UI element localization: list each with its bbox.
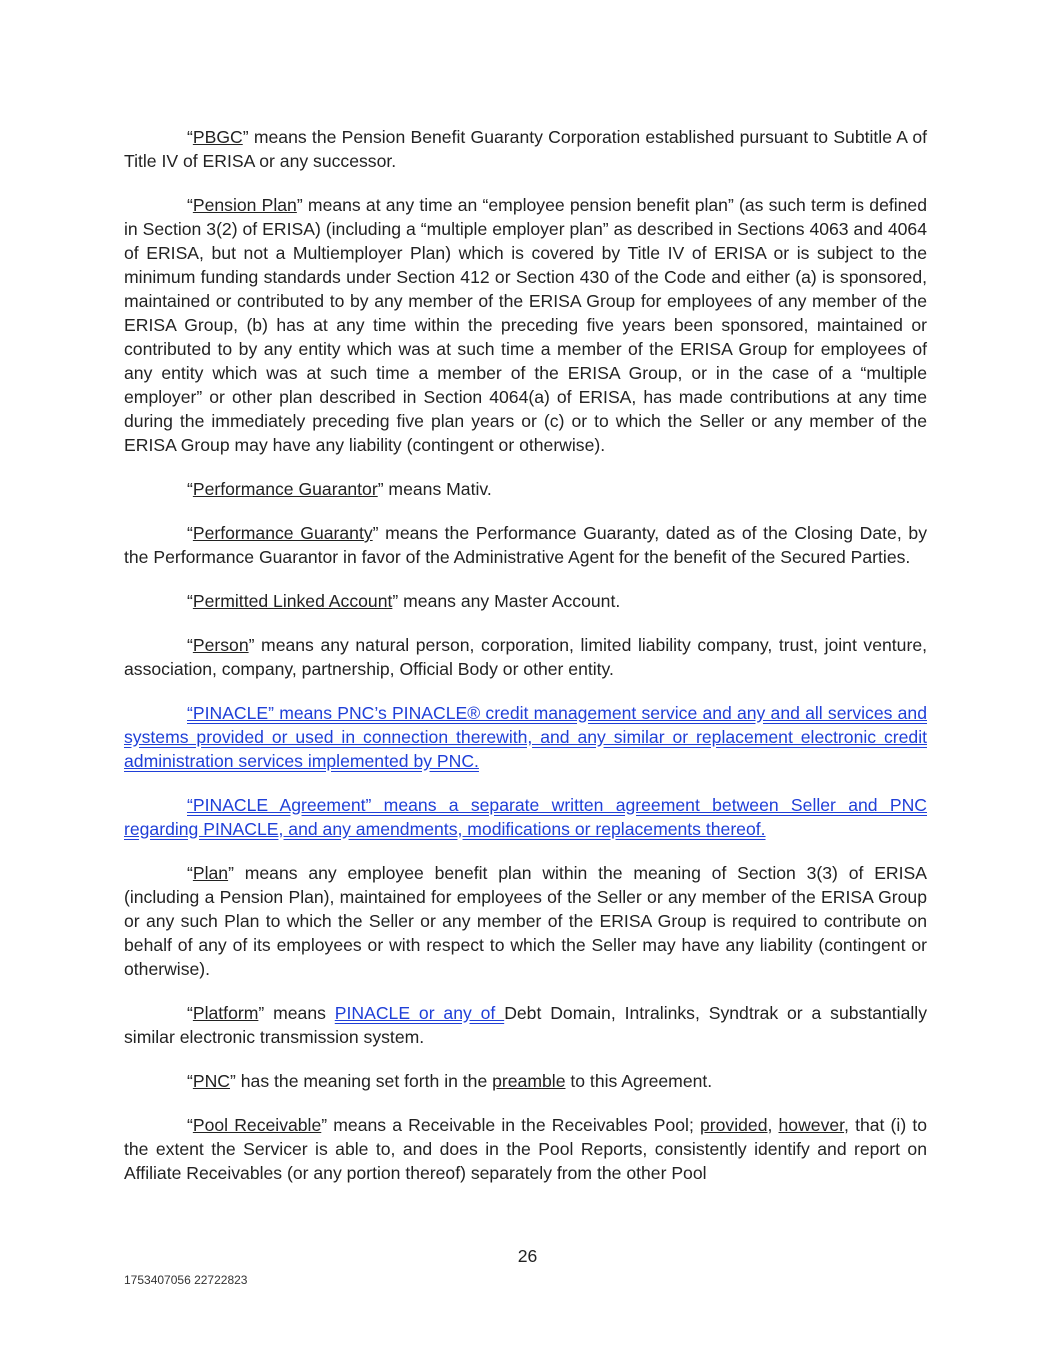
defined-term: Performance Guaranty xyxy=(192,523,373,543)
definition-performance-guaranty xyxy=(124,521,927,569)
defined-term: Performance Guarantor xyxy=(192,479,378,499)
text-run: ” means any Master Account. xyxy=(392,591,621,611)
text-run: “ xyxy=(187,195,193,215)
definition-platform xyxy=(124,1001,927,1049)
defined-term: however xyxy=(778,1115,845,1135)
inserted-text: “PINACLE” means PNC’s PINACLE® credit management service and any and all services and systems provided or used in connection therewith, and any similar or replacement electronic credit administration services implemented by PNC. xyxy=(124,703,927,771)
text-run: “ xyxy=(187,479,193,499)
text-run: ” has the meaning set forth in the xyxy=(230,1071,493,1091)
text-run: ” means the Performance Guaranty, dated as of the Closing Date, by the Performance Guarantor in favor of the Administrative Agent for the benefit of the Secured Parties. xyxy=(124,523,927,567)
text-run: “ xyxy=(187,635,193,655)
document-id: 1753407056 22722823 xyxy=(124,1273,248,1287)
defined-term: provided xyxy=(699,1115,768,1135)
definition-pool-receivable xyxy=(124,1113,927,1185)
defined-term: Pool Receivable xyxy=(192,1115,322,1135)
defined-term: preamble xyxy=(492,1071,566,1091)
page-number: 26 xyxy=(517,1246,538,1266)
text-run: , xyxy=(767,1115,779,1135)
definition-pinacle-agreement xyxy=(124,793,927,841)
definitions-body xyxy=(124,125,927,1205)
defined-term: Pension Plan xyxy=(192,195,297,215)
definition-permitted-linked-account xyxy=(124,589,927,613)
text-run: ” means the Pension Benefit Guaranty Corporation established pursuant to Subtitle A of Title IV of ERISA or any successor. xyxy=(124,127,927,171)
text-run: “ xyxy=(187,1003,193,1023)
text-run: “ xyxy=(187,863,193,883)
text-run: ” means any employee benefit plan within the meaning of Section 3(3) of ERISA (including a Pension Plan), maintained for employees of the Seller or any member of the ERISA Group or any such Plan to which the Seller or any member of the ERISA Group is required to contribute on behalf of any of its employees or with respect to which the Seller may have any liability (contingent or otherwise). xyxy=(124,863,927,979)
defined-term: PNC xyxy=(192,1071,231,1091)
definition-pension-plan xyxy=(124,193,927,457)
inserted-text: PINACLE or any of xyxy=(334,1003,505,1023)
text-run: ” means a Receivable in the Receivables Pool; xyxy=(321,1115,700,1135)
definition-pnc xyxy=(124,1069,927,1093)
text-run: “ xyxy=(187,523,193,543)
text-run: ” means any natural person, corporation, limited liability company, trust, joint venture, association, company, partnership, Official Body or other entity. xyxy=(124,635,927,679)
definition-pbgc xyxy=(124,125,927,173)
definition-plan xyxy=(124,861,927,981)
definition-person xyxy=(124,633,927,681)
defined-term: PBGC xyxy=(192,127,243,147)
text-run: Debt Domain, Intralinks, Syndtrak or a substantially similar electronic transmission system. xyxy=(124,1003,927,1047)
text-run: ” means Mativ. xyxy=(377,479,492,499)
text-run: ” means xyxy=(258,1003,335,1023)
text-run: “ xyxy=(187,127,193,147)
text-run: “ xyxy=(187,1071,193,1091)
text-run: , that (i) to the extent the Servicer is able to, and does in the Pool Reports, consistently identify and report on Affiliate Receivables (or any portion thereof) separately from the other Pool xyxy=(124,1115,928,1183)
text-run: to this Agreement. xyxy=(565,1071,713,1091)
defined-term: Person xyxy=(192,635,249,655)
text-run: ” means at any time an “employee pension benefit plan” (as such term is defined in Section 3(2) of ERISA) (including a “multiple employer plan” as described in Sections 4063 and 4064 of ERISA, but not a Multiemployer Plan) which is covered by Title IV of ERISA or is subject to the minimum funding standards under Section 412 or Section 430 of the Code and either (a) is sponsored, maintained or contributed to by any member of the ERISA Group for employees of any member of the ERISA Group, (b) has at any time within the preceding five years been sponsored, maintained or contributed to by any entity which was at such time a member of the ERISA Group for employees of any entity which was at such time a member of the ERISA Group, or in the case of a “multiple employer” or other plan described in Section 4064(a) of ERISA, has made contributions at any time during the immediately preceding five plan years or (c) or to which the Seller or any member of the ERISA Group may have any liability (contingent or otherwise). xyxy=(124,195,928,455)
inserted-text: “PINACLE Agreement” means a separate written agreement between Seller and PNC regarding PINACLE, and any amendments, modifications or replacements thereof. xyxy=(124,795,927,839)
text-run: “ xyxy=(187,1115,193,1135)
defined-term: Platform xyxy=(192,1003,259,1023)
definition-pinacle xyxy=(124,701,927,773)
defined-term: Plan xyxy=(192,863,229,883)
definition-performance-guarantor xyxy=(124,477,927,501)
text-run: “ xyxy=(187,591,193,611)
defined-term: Permitted Linked Account xyxy=(192,591,393,611)
